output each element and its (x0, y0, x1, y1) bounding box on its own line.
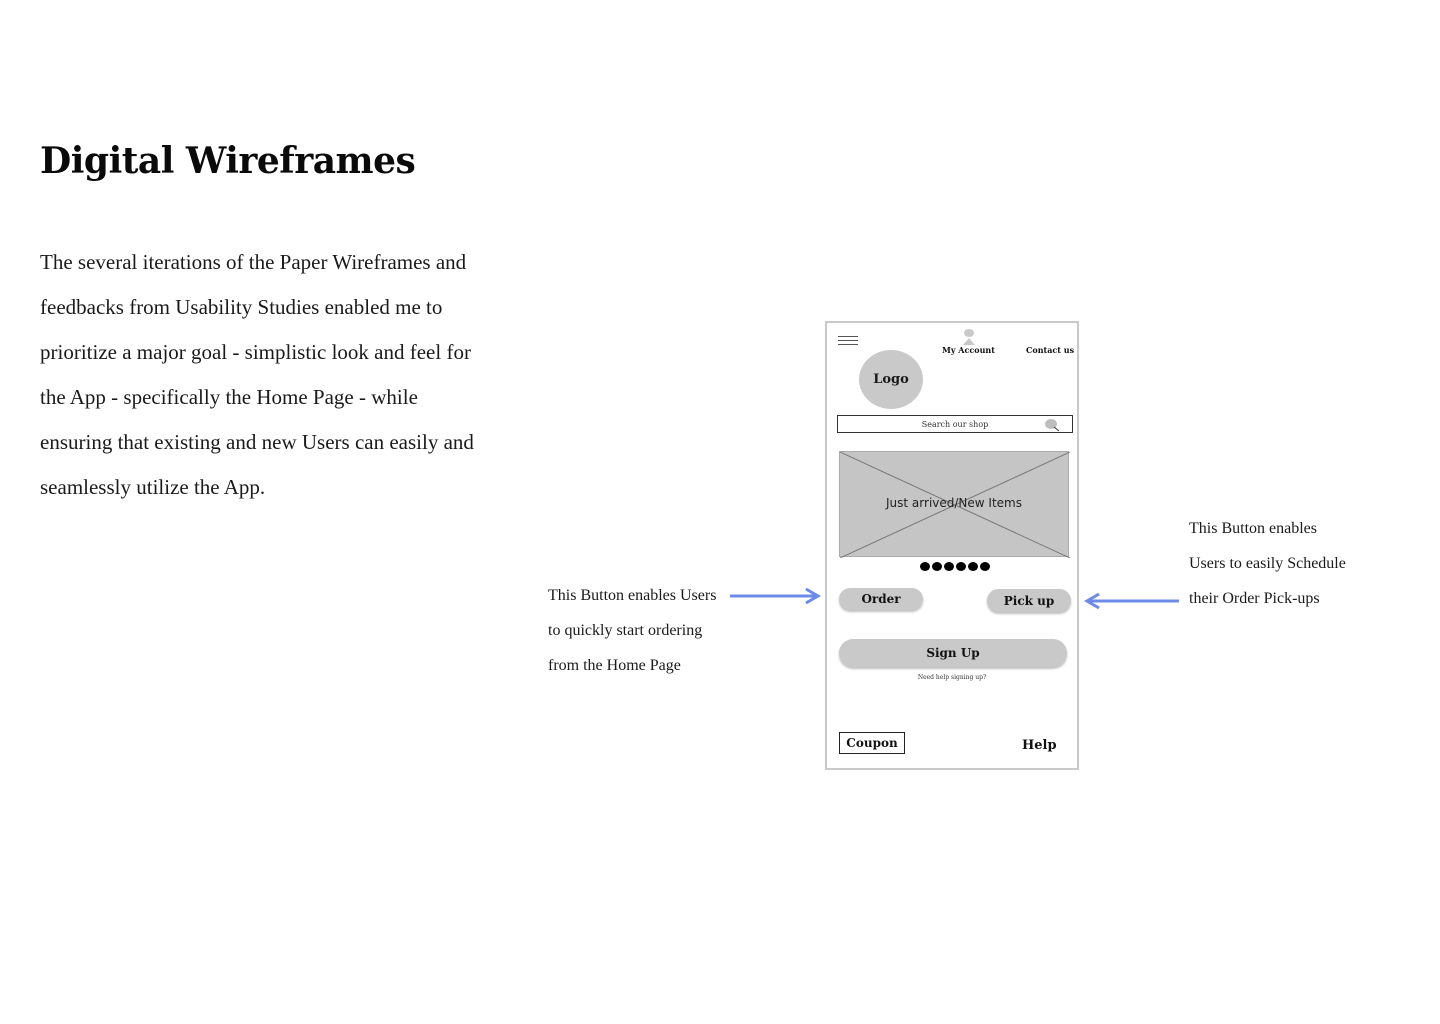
carousel-dot[interactable] (968, 562, 978, 571)
pickup-button[interactable]: Pick up (987, 589, 1071, 612)
page-title: Digital Wireframes (40, 140, 416, 182)
search-placeholder: Search our shop (921, 419, 989, 429)
intro-paragraph (40, 240, 520, 510)
search-icon[interactable] (1044, 418, 1060, 432)
annotation-line: to quickly start ordering (548, 622, 703, 639)
coupon-button[interactable]: Coupon (839, 732, 905, 754)
order-button[interactable]: Order (839, 588, 923, 610)
hero-image-placeholder[interactable] (839, 451, 1069, 557)
annotation-line: from the Home Page (548, 657, 681, 674)
annotation-line: This Button enables (1189, 520, 1317, 537)
intro-line: The several iterations of the Paper Wireframes and (40, 250, 467, 274)
annotation-line: Users to easily Schedule (1189, 555, 1346, 572)
carousel-dot[interactable] (932, 562, 942, 571)
intro-line: ensuring that existing and new Users can easily and (40, 430, 474, 454)
search-input[interactable] (837, 415, 1073, 433)
contact-us-link[interactable]: Contact us (1026, 345, 1075, 355)
carousel-dots[interactable] (920, 562, 990, 571)
hamburger-icon[interactable] (838, 336, 858, 345)
intro-line: prioritize a major goal - simplistic look and feel for (40, 340, 471, 364)
phone-wireframe (825, 321, 1079, 770)
logo-label: Logo (873, 372, 909, 387)
order-annotation (548, 578, 716, 683)
carousel-dot[interactable] (956, 562, 966, 571)
left-arrow-icon (1083, 591, 1181, 611)
person-icon[interactable] (961, 328, 977, 346)
intro-line: seamlessly utilize the App. (40, 475, 266, 499)
my-account-link[interactable]: My Account (942, 345, 995, 355)
annotation-line: their Order Pick-ups (1189, 590, 1320, 607)
carousel-dot[interactable] (944, 562, 954, 571)
right-arrow-icon (728, 586, 822, 606)
carousel-dot[interactable] (920, 562, 930, 571)
sign-up-button[interactable]: Sign Up (839, 639, 1067, 667)
logo[interactable] (859, 350, 923, 409)
intro-line: the App - specifically the Home Page - while (40, 385, 418, 409)
signup-help-link[interactable]: Need help signing up? (917, 674, 987, 681)
carousel-dot[interactable] (980, 562, 990, 571)
intro-line: feedbacks from Usability Studies enabled me to (40, 295, 443, 319)
help-button[interactable]: Help (1022, 738, 1057, 753)
pickup-annotation (1189, 511, 1346, 616)
hero-label: Just arrived/New Items (886, 496, 1022, 510)
annotation-line: This Button enables Users (548, 587, 717, 604)
